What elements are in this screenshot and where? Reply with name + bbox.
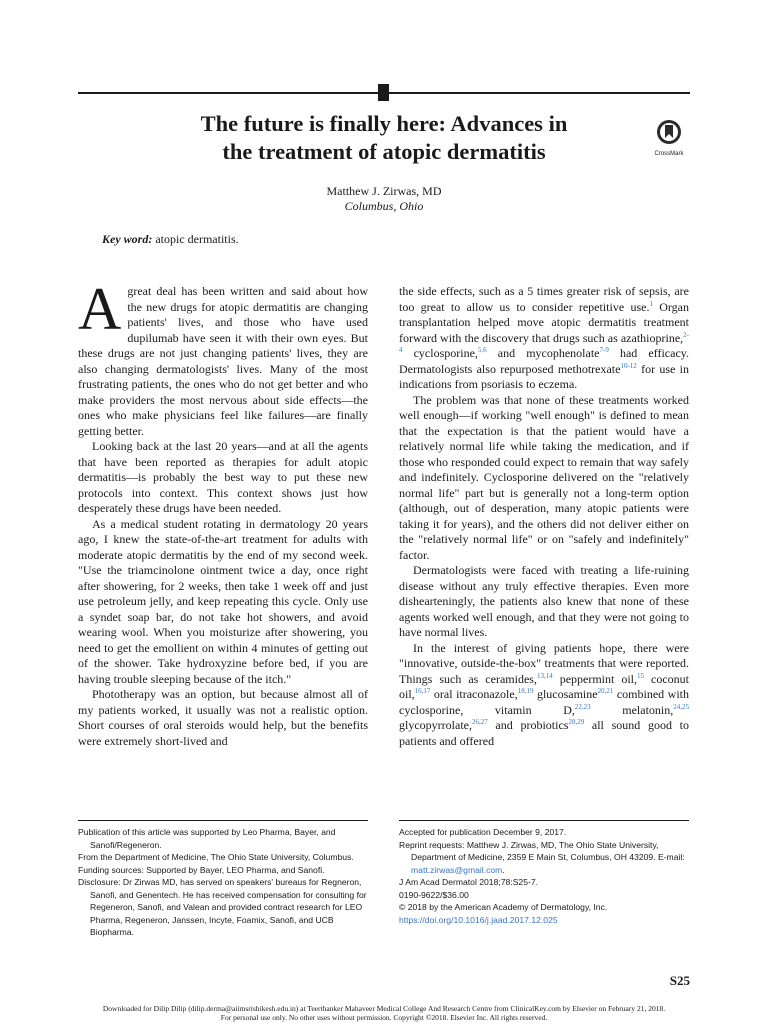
download-line-1: Downloaded for Dilip Dilip (dilip.derma@aiimsrishikesh.edu.in) at Teerthanker Mahaveer Medical College And Research Centre from ClinicalKey.com by Elsevier on February 21, 2018. <box>102 1004 666 1013</box>
reference-link[interactable]: 16,17 <box>414 687 431 695</box>
footnote-rule-right <box>399 820 689 821</box>
text-run: coconut oil, <box>399 671 689 701</box>
footnote: Funding sources: Supported by Bayer, LEO Pharma, and Sanofi. <box>78 864 325 875</box>
keyword-line <box>102 232 239 247</box>
title-line-1: The future is finally here: Advances in <box>200 111 568 136</box>
reference-link[interactable]: 24,25 <box>673 702 689 711</box>
footnote: Disclosure: Dr Zirwas MD, has served on speakers' bureaus for Regneron, Sanofi, and Genentech. He has received compensation for consulting for Regeneron, Sanofi, and Valean and provided contract research for LEO Pharma, Regeneron, Janssen, Incyte, Foamix, Sanofi, and UCB Biopharma. <box>78 877 367 937</box>
paragraph: Dermatologists were faced with treating a life-ruining disease without any truly effective therapies. Even more dishearteningly, the patients also knew that none of these agents worked well enough, and that they were not going to have normal lives. <box>399 563 689 639</box>
text-run: Organ transplantation helped move atopic dermatitis treatment forward with the discovery that drugs such as azathioprine, <box>399 299 689 345</box>
reference-link[interactable]: 2-4 <box>399 330 689 354</box>
doi-link[interactable]: https://doi.org/10.1016/j.jaad.2017.12.025 <box>399 914 558 925</box>
reference-link[interactable]: 1 <box>649 299 653 308</box>
reference-link[interactable]: 18,19 <box>517 687 534 695</box>
reference-link[interactable]: 5,6 <box>477 346 487 354</box>
paragraph <box>399 641 689 750</box>
email-link[interactable]: matt.zirwas@gmail.com <box>411 864 503 875</box>
journal-citation: J Am Acad Dermatol 2018;78:S25-7. <box>399 877 539 887</box>
footnotes-left <box>78 826 373 939</box>
header-marker <box>378 84 389 101</box>
reference-link[interactable]: 10-12 <box>620 361 637 370</box>
keyword-value: atopic dermatitis. <box>152 232 239 246</box>
text-run: peppermint oil, <box>552 671 638 686</box>
title-line-2: the treatment of atopic dermatitis <box>222 139 546 164</box>
left-column <box>78 276 368 749</box>
text-run: glucosamine <box>533 687 598 701</box>
text-run: had efficacy. Dermatologists also repurposed methotrexate <box>399 346 689 376</box>
paragraph: Looking back at the last 20 years—and at all the agents that have been reported as therapies for adult atopic dermatitis—is probably the best way to put these new protocols into context. This context shows just how desperately these drugs have been needed. <box>78 439 368 515</box>
footnote: Publication of this article was supported by Leo Pharma, Bayer, and Sanofi/Regeneron. <box>78 827 336 850</box>
crossmark-icon <box>656 119 682 145</box>
text-run: In the interest of giving patients hope, there were "innovative, outside-the-box" treatments that were reported. Things such as ceramides, <box>399 640 689 686</box>
paragraph: Phototherapy was an option, but because almost all of my patients worked, it usually was not a realistic option. Short courses of oral steroids would help, but the benefits were extremely short-lived and <box>78 687 368 748</box>
footnotes-right <box>399 826 694 926</box>
reference-link[interactable]: 13,14 <box>536 671 553 680</box>
reference-link[interactable]: 22,23 <box>574 702 591 711</box>
text-run: combined with cyclosporine, vitamin D, <box>399 687 690 717</box>
reference-link[interactable]: 26,27 <box>471 718 488 726</box>
text-run: all sound good to patients and offered <box>399 718 689 748</box>
right-column <box>399 284 689 749</box>
article-title <box>140 110 628 166</box>
author-location: Columbus, Ohio <box>344 199 424 213</box>
text-run: the side effects, such as a 5 times greater risk of sepsis, are too great to allow us to consider repetitive use. <box>399 284 689 314</box>
reference-link[interactable]: 20,21 <box>597 687 614 695</box>
text-run: cyclosporine, <box>402 346 478 360</box>
crossmark-badge[interactable] <box>653 119 685 157</box>
footnote-rule-left <box>78 820 368 821</box>
download-notice <box>0 1004 768 1022</box>
reference-link[interactable]: 7-9 <box>599 346 609 354</box>
paragraph <box>78 276 368 439</box>
footnote: From the Department of Medicine, The Ohio State University, Columbus. <box>78 852 354 862</box>
reprint-end: . <box>502 864 505 875</box>
keyword-label: Key word: <box>102 232 153 246</box>
drop-cap: A <box>78 276 122 342</box>
text-run: glycopyrrolate, <box>399 718 472 732</box>
text-run: and mycophenolate <box>486 346 600 360</box>
page-number: S25 <box>669 973 690 988</box>
issn: 0190-9622/$36.00 <box>399 889 469 900</box>
text-run: for use in indications from psoriasis to eczema. <box>399 361 689 391</box>
reprint-text: Reprint requests: Matthew J. Zirwas, MD, The Ohio State University, Department of Medicine, 2359 E Main St, Columbus, OH 43209. E-mail: <box>399 839 685 862</box>
paragraph: As a medical student rotating in dermatology 20 years ago, I knew the state-of-the-art treatment for adults with moderate atopic dermatitis by the end of my second week. "Use the triamcinolone ointment twice a day, once right after showering, for 2 weeks, then take 1 week off and just use petroleum jelly, and keep repeating this cycle. Only use a syndet soap bar, do not take hot showers, and avoid wearing wool. When you moisturize after showering, you need to get the emollient on within 4 minutes of getting out of the shower. Take hydroxyzine before bed, if you are having trouble sleeping because of the itch." <box>78 516 368 686</box>
copyright: © 2018 by the American Academy of Dermatology, Inc. <box>399 902 608 912</box>
reference-link[interactable]: 15 <box>637 671 645 680</box>
author-name: Matthew J. Zirwas, MD <box>326 184 442 198</box>
crossmark-label: CrossMark <box>654 151 684 157</box>
paragraph-text: great deal has been written and said about how the new drugs for atopic dermatitis are changing patients' lives, and those who have used dupilumab have seen it with their own eyes. But these drugs are not just changing patients' lives, they are also changing dermatologists' lives. Many of the most frustrating patients, the ones who do not get better and who make providers the most nervous about side effects—the ones who make physicians feel like failures—are finally getting better. <box>78 284 368 438</box>
accepted-date: Accepted for publication December 9, 2017. <box>399 827 567 837</box>
text-run: oral itraconazole, <box>430 687 518 701</box>
text-run: melatonin, <box>590 702 674 717</box>
paragraph: The problem was that none of these treatments worked well enough—if working "well enough" is defined to mean that the expectation is that the patient would have a relatively normal life while taking the medication, and if those who responded could expect to remain that way safely and indefinitely. Cyclosporine delivered on the "relatively normal life" part but is generally not a long-term option (although, out of desperation, many atopic patients were taking it for years), and the others did not deliver either on the "relatively normal life" or on "safely and indefinitely" factor. <box>399 392 689 562</box>
paragraph <box>399 284 689 393</box>
reprint-requests <box>399 839 694 877</box>
download-line-2: For personal use only. No other uses without permission. Copyright ©2018. Elsevier Inc. All rights reserved. <box>220 1013 548 1022</box>
reference-link[interactable]: 28,29 <box>568 718 585 726</box>
text-run: and probiotics <box>487 718 569 732</box>
